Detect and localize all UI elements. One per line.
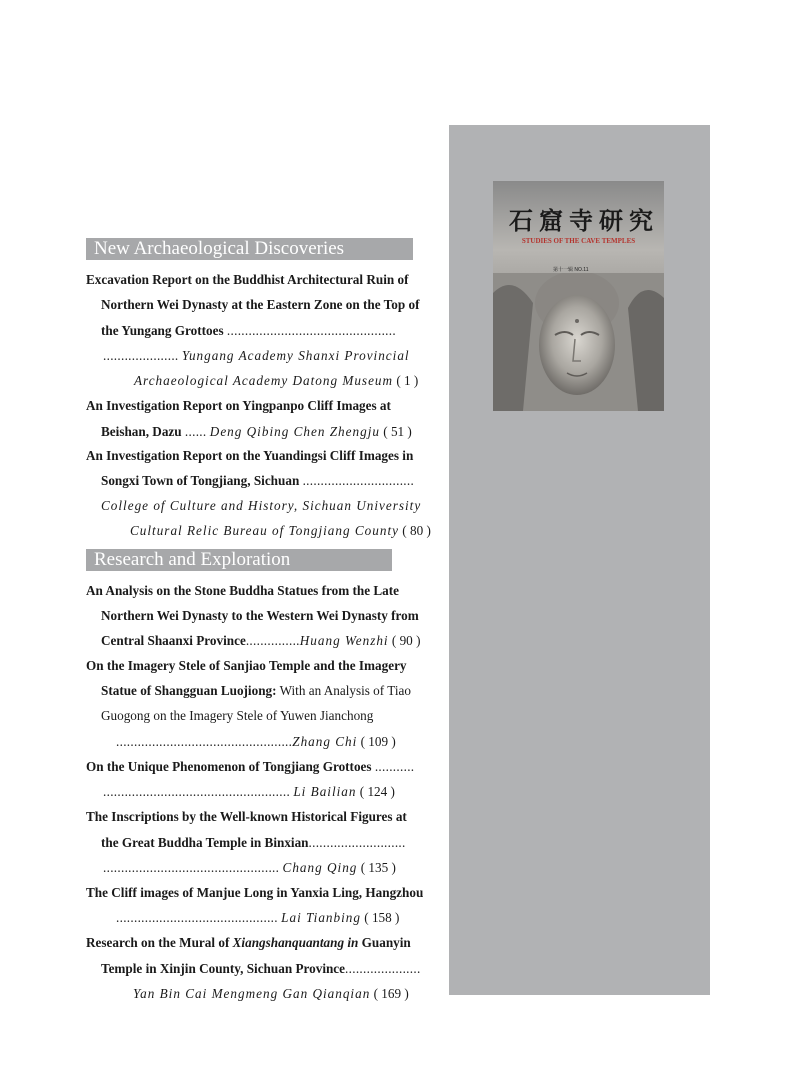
cover-title-chinese: 石窟寺研究: [509, 206, 659, 235]
toc-entry-title[interactable]: Excavation Report on the Buddhist Architectural Ruin of: [86, 272, 409, 287]
toc-entry-line[interactable]: [101, 473, 414, 489]
toc-entry-author-line: [130, 523, 431, 539]
toc-entry-title: On the Unique Phenomenon of Tongjiang Grottoes: [86, 759, 372, 774]
toc-entry-author-line: [133, 986, 409, 1002]
toc-entry-line[interactable]: [101, 633, 420, 649]
toc-author: Deng Qibing Chen Zhengju: [209, 424, 380, 439]
section-heading-new-discoveries: New Archaeological Discoveries: [86, 238, 413, 260]
toc-author: Zhang Chi: [292, 734, 358, 749]
cover-title-english: STUDIES OF THE CAVE TEMPLES: [521, 237, 636, 245]
toc-entry-title: Central Shaanxi Province: [101, 633, 246, 648]
toc-entry-title[interactable]: Northern Wei Dynasty at the Eastern Zone on the Top of: [101, 297, 420, 312]
toc-page-number: ( 124 ): [359, 784, 395, 799]
toc-entry-title[interactable]: An Investigation Report on the Yuandingsi Cliff Images in: [86, 448, 414, 463]
toc-entry-line[interactable]: [101, 424, 412, 440]
toc-entry-line[interactable]: [101, 961, 421, 977]
toc-page-number: ( 158 ): [364, 910, 400, 925]
leader-dots: .................................................: [103, 860, 280, 875]
toc-entry-subtitle[interactable]: Guogong on the Imagery Stele of Yuwen Jianchong: [101, 708, 374, 723]
toc-author: Chang Qing: [282, 860, 358, 875]
cover-volume: 第十一辑 NO.11: [553, 267, 589, 273]
toc-entry-title: Beishan, Dazu: [101, 424, 182, 439]
toc-author: Archaeological Academy Datong Museum: [134, 373, 394, 388]
leader-dots: ...........................: [308, 835, 406, 850]
toc-author: Cultural Relic Bureau of Tongjiang County: [130, 523, 399, 538]
toc-author: Lai Tianbing: [281, 910, 361, 925]
toc-entry-line[interactable]: [101, 683, 411, 699]
toc-entry-author-line: [103, 784, 395, 800]
toc-page-number: ( 1 ): [396, 373, 419, 388]
toc-entry-title: Songxi Town of Tongjiang, Sichuan: [101, 473, 300, 488]
buddha-statue-image: [493, 273, 664, 411]
toc-entry-title[interactable]: The Inscriptions by the Well-known Historical Figures at: [86, 809, 407, 824]
leader-dots: .................................................: [116, 734, 293, 749]
leader-dots: ......: [184, 424, 207, 439]
toc-entry-title: Research on the Mural of: [86, 935, 233, 950]
toc-entry-title[interactable]: Northern Wei Dynasty to the Western Wei Dynasty from: [101, 608, 419, 623]
toc-page-number: ( 109 ): [360, 734, 396, 749]
toc-entry-line[interactable]: [101, 835, 406, 851]
toc-page-number: ( 51 ): [383, 424, 412, 439]
toc-entry-author-line: [116, 910, 399, 926]
leader-dots: .....................: [103, 348, 179, 363]
toc-page-number: ( 80 ): [402, 523, 431, 538]
toc-entry-author-line: [116, 734, 396, 750]
leader-dots: ....................................................: [103, 784, 291, 799]
toc-entry-title: the Great Buddha Temple in Binxian: [101, 835, 309, 850]
toc-author: Huang Wenzhi: [299, 633, 389, 648]
toc-entry-title: Statue of Shangguan Luojiong:: [101, 683, 277, 698]
leader-dots: ...............: [245, 633, 300, 648]
leader-dots: .............................................: [116, 910, 278, 925]
section-heading-research: Research and Exploration: [86, 549, 392, 571]
leader-dots: ...............................................: [226, 323, 396, 338]
toc-entry-title[interactable]: On the Imagery Stele of Sanjiao Temple and the Imagery: [86, 658, 407, 673]
toc-entry-line[interactable]: [86, 759, 414, 775]
toc-entry-title[interactable]: The Cliff images of Manjue Long in Yanxia Ling, Hangzhou: [86, 885, 424, 900]
toc-page-number: ( 135 ): [360, 860, 396, 875]
leader-dots: ...............................: [302, 473, 415, 488]
toc-entry-line[interactable]: [86, 935, 411, 951]
journal-cover-image: [493, 181, 664, 411]
toc-page-number: ( 169 ): [373, 986, 409, 1001]
toc-entry-title[interactable]: An Investigation Report on Yingpanpo Cliff Images at: [86, 398, 391, 413]
leader-dots: .....................: [345, 961, 421, 976]
toc-author: College of Culture and History, Sichuan University: [101, 498, 422, 513]
toc-author: Yungang Academy Shanxi Provincial: [181, 348, 410, 363]
toc-entry-title: Temple in Xinjin County, Sichuan Province: [101, 961, 346, 976]
leader-dots: ...........: [374, 759, 415, 774]
toc-author: Yan Bin Cai Mengmeng Gan Qianqian: [133, 986, 371, 1001]
toc-entry-subtitle: With an Analysis of Tiao: [276, 683, 411, 698]
toc-entry-title: Guanyin: [358, 935, 411, 950]
toc-entry-author-line: [103, 348, 410, 364]
toc-entry-author-line: [103, 860, 396, 876]
toc-entry-line[interactable]: [101, 323, 396, 339]
toc-page-number: ( 90 ): [391, 633, 421, 648]
toc-entry-title: the Yungang Grottoes: [101, 323, 224, 338]
toc-entry-title[interactable]: An Analysis on the Stone Buddha Statues from the Late: [86, 583, 400, 598]
toc-entry-title-italic: Xiangshanquantang in: [232, 935, 359, 950]
toc-entry-author-line: [134, 373, 418, 389]
toc-author: Li Bailian: [293, 784, 357, 799]
